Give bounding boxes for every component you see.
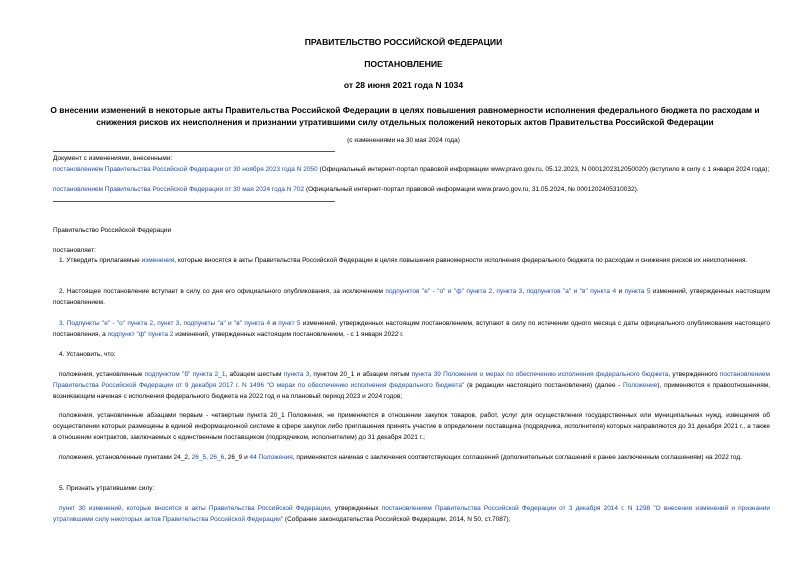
link-p2-item4[interactable]: подпунктов "а" и "в" пункта 4 [526,288,617,295]
link-p2-item3[interactable]: пункта 3 [496,288,523,295]
link-p4a-subitem[interactable]: подпунктом "б" пункта 2_1 [144,371,226,378]
paragraph-4a: положения, установленные подпунктом "б" пункта 2_1, абзацем шестым пункта 3, пунктом 20_1 и абзацем пятым пункта 39 Положения о мерах по обеспечению исполнения федерального бюджета, утвержденного постановлением Правительства Российской Федерации от 9 декабря 2017 г. N 1496 "О мерах по обеспечению исполнения федерального бюджета" (в редакции настоящего постановления) (далее - Положение), применяются к правоотношениям, возникающим начиная с исполнения федерального бюджета на 2022 год и на плановый период 2023 и 2024 годов; [53,371,770,400]
paragraph-3: 3. Подпункты "е" - "о" пункта 2, пункт 3, подпункты "а" и "в" пункта 4 и пункт 5 изменений, утвержденных настоящим постановлением, вступают в силу по истечении одного месяца с даты официального опубликования настоящего постановления, а подпункт "ф" пункта 2 изменений, утвержденных настоящим постановлением, - с 1 января 2022 г. [53,320,770,338]
change-item-1: постановлением Правительства Российской Федерации от 30 ноября 2023 года N 2050 (Официальный интернет-портал правовой информации www.pravo.gov.ru, 05.12.2023, N 0001202312050020) (вступило в силу с 1 января 2024 года); [53,166,770,173]
link-p3-subitem-f[interactable]: подпункт "ф" пункта 2 [107,331,174,338]
changes-intro: Документ с изменениями, внесенными: [53,155,173,162]
link-p2-item5[interactable]: пункта 5 [624,288,651,295]
link-p5a-decree-1298[interactable]: постановлением Правительства Российской Федерации от 3 декабря 2014 г. N 1298 "О внесении изменений и признании утратившими силу некоторых актов Правительства Российской Федерации" [53,505,770,523]
link-p4c-44[interactable]: 44 Положения [249,454,293,461]
document-type-heading: ПОСТАНОВЛЕНИЕ [364,59,443,69]
link-p4a-decree-1496[interactable]: постановлением Правительства Российской Федерации от 9 декабря 2017 г. N 1496 "О мерах по обеспечению исполнения федерального бюджета" [53,371,770,389]
paragraph-4c: положения, установленные пунктами 24_2, 26_5, 26_6, 26_9 и 44 Положения, применяются начиная с заключения соответствующих соглашений (дополнительных соглашений к ранее заключенным соглашениям) на 2022 год. [59,454,742,461]
change-link-2024[interactable]: постановлением Правительства Российской Федерации от 30 мая 2024 года N 702 [53,186,305,193]
paragraph-5a: пункт 30 изменений, которые вносятся в акты Правительства Российской Федерации, утвержденных постановлением Правительства Российской Федерации от 3 декабря 2014 г. N 1298 "О внесении изменений и признании утратившими силу некоторых актов Правительства Российской Федерации" (Собрание законодательства Российской Федерации, 2014, N 50, ст.7087); [53,505,770,523]
link-p5a-item30[interactable]: пункт 30 изменений, которые вносятся в акты Правительства Российской Федерации [59,505,330,512]
paragraph-4b: положения, установленные абзацами первым - четвертым пункта 20_1 Положения, не применяются в отношении закупок товаров, работ, услуг для осуществления государственных или муниципальных нужд, извещения об осуществлении которых размещены в единой информационной системе в сфере закупок либо приглашения принять участие в определении поставщика (подрядчика, исполнителя) которых направляются до 31 декабря 2021 г., а также в отношении контрактов, заключаемых с единственным поставщиком (подрядчиком, исполнителем) до 31 декабря 2021 г.; [53,412,770,441]
link-p4a-item39[interactable]: пункта 39 Положения о мерах по обеспечению исполнения федерального бюджета [411,371,669,378]
link-changes[interactable]: изменения [141,257,175,264]
link-p4a-regulation[interactable]: Положение [623,382,658,389]
link-p3-item3[interactable]: пункт 3 [157,320,180,327]
link-p3-item5[interactable]: пункт 5 [278,320,301,327]
paragraph-5: 5. Признать утратившими силу: [59,485,155,492]
link-p2-subitems[interactable]: подпунктов "е" - "о" и "ф" пункта 2 [385,288,493,295]
decrees-line: постановляет: [53,247,96,254]
paragraph-2: 2. Настоящее постановление вступает в силу со дня его официального опубликования, за исключением подпунктов "е" - "о" и "ф" пункта 2, пункта 3, подпунктов "а" и "в" пункта 4 и пункта 5 изменений, утвержденных настоящим постановлением. [53,288,770,306]
paragraph-1: 1. Утвердить прилагаемые изменения, которые вносятся в акты Правительства Российской Федерации в целях повышения равномерности исполнения федерального бюджета по расходам и снижения рисков их неисполнения. [59,257,748,264]
change-item-2: постановлением Правительства Российской Федерации от 30 мая 2024 года N 702 (Официальный интернет-портал правовой информации www.pravo.gov.ru, 31.05.2024, № 0001202405310032). [53,186,639,193]
change-link-2023[interactable]: постановлением Правительства Российской Федерации от 30 ноября 2023 года N 2050 [53,166,318,173]
government-heading: ПРАВИТЕЛЬСТВО РОССИЙСКОЙ ФЕДЕРАЦИИ [304,37,503,47]
link-p3-item4[interactable]: подпункты "а" и "в" пункта 4 [183,320,271,327]
revision-note: (с изменениями на 30 мая 2024 года) [347,137,460,144]
top-divider [53,151,335,152]
link-p4a-item3[interactable]: пункта 3 [283,371,310,378]
link-p4c-26-5[interactable]: 26_5 [191,454,207,461]
paragraph-4: 4. Установить, что: [59,351,116,358]
date-number-heading: от 28 июня 2021 года N 1034 [343,80,464,90]
bottom-divider [53,201,335,202]
document-title: О внесении изменений в некоторые акты Правительства Российской Федерации в целях повышения равномерности исполнения федерального бюджета по расходам и снижения рисков их неисполнения и признании утратившими силу отдельных положений некоторых актов Правительства Российской Федерации [50,105,760,127]
authority-line: Правительство Российской Федерации [53,227,172,234]
link-p3-subitems[interactable]: 3. Подпункты "е" - "о" пункта 2 [59,320,154,327]
link-p4c-26-6[interactable]: 26_6 [209,454,225,461]
